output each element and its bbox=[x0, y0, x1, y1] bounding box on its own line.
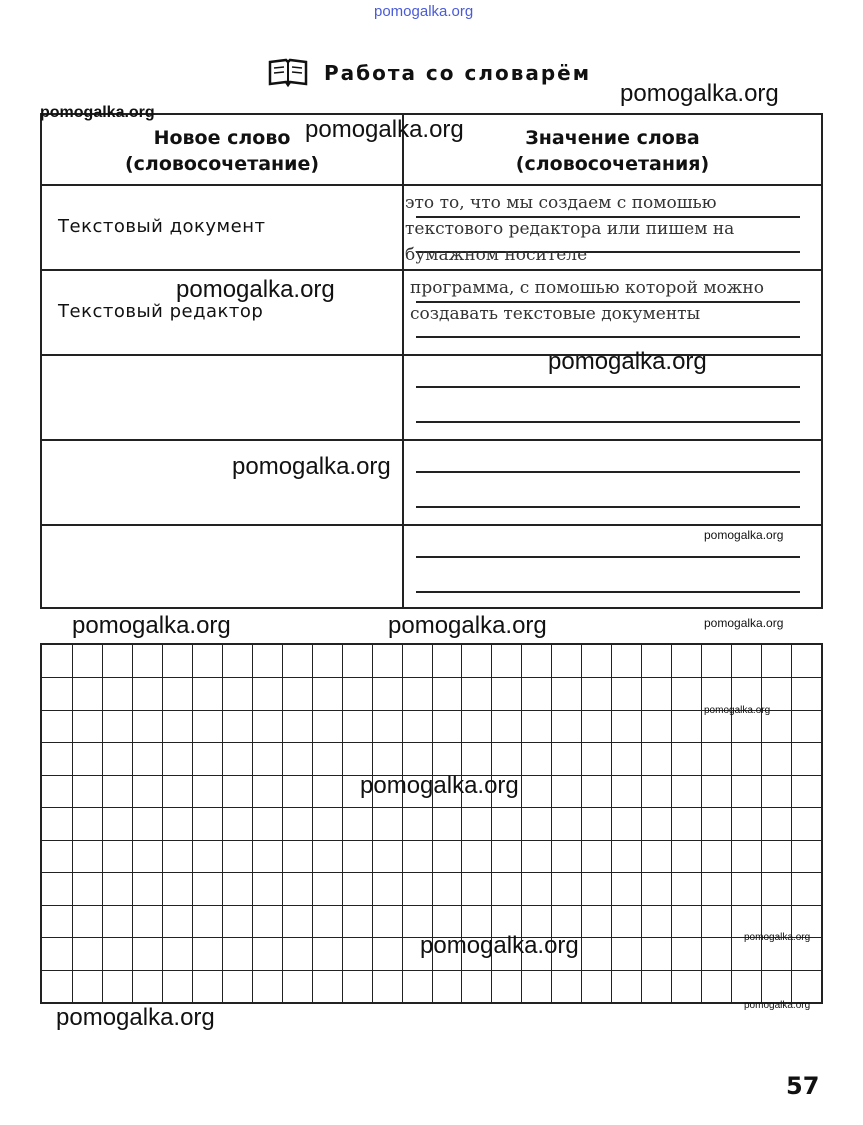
watermark: pomogalka.org bbox=[360, 772, 519, 799]
page-number: 57 bbox=[786, 1072, 820, 1100]
grid-line-horizontal bbox=[42, 742, 821, 743]
row-divider bbox=[42, 524, 821, 526]
header-new-word-line2: (словосочетание) bbox=[124, 153, 320, 175]
grid-line-horizontal bbox=[42, 677, 821, 678]
grid-line-vertical bbox=[72, 645, 73, 1002]
grid-line-vertical bbox=[641, 645, 642, 1002]
grid-line-vertical bbox=[222, 645, 223, 1002]
grid-line-vertical bbox=[731, 645, 732, 1002]
watermark: pomogalka.org bbox=[704, 616, 784, 630]
watermark: pomogalka.org bbox=[548, 348, 707, 375]
top-watermark: pomogalka.org bbox=[374, 3, 474, 20]
header-meaning bbox=[404, 125, 821, 177]
open-book-icon bbox=[268, 58, 308, 88]
section-title bbox=[268, 55, 591, 91]
grid-line-vertical bbox=[372, 645, 373, 1002]
grid-line-vertical bbox=[252, 645, 253, 1002]
writing-line bbox=[416, 506, 800, 508]
grid-line-horizontal bbox=[42, 970, 821, 971]
watermark: pomogalka.org bbox=[620, 80, 779, 107]
watermark: pomogalka.org bbox=[744, 932, 811, 943]
grid-line-vertical bbox=[102, 645, 103, 1002]
row-divider bbox=[42, 269, 821, 271]
grid-line-vertical bbox=[282, 645, 283, 1002]
writing-line bbox=[416, 336, 800, 338]
meaning-line: это то, что мы создаем с помошью bbox=[405, 193, 717, 213]
watermark: pomogalka.org bbox=[388, 612, 547, 639]
grid-line-vertical bbox=[671, 645, 672, 1002]
header-new-word-line1: Новое слово bbox=[153, 127, 291, 149]
term-cell: Текстовый редактор bbox=[58, 301, 264, 322]
grid-line-horizontal bbox=[42, 840, 821, 841]
grid-line-vertical bbox=[581, 645, 582, 1002]
writing-line bbox=[416, 556, 800, 558]
watermark: pomogalka.org bbox=[744, 1000, 811, 1011]
writing-line bbox=[416, 421, 800, 423]
grid-line-vertical bbox=[611, 645, 612, 1002]
watermark: pomogalka.org bbox=[176, 276, 335, 303]
grid-line-vertical bbox=[402, 645, 403, 1002]
watermark: pomogalka.org bbox=[72, 612, 231, 639]
meaning-line: создавать текстовые документы bbox=[410, 304, 701, 324]
writing-line bbox=[416, 471, 800, 473]
meaning-line: программа, с помошью которой можно bbox=[410, 278, 764, 298]
grid-line-vertical bbox=[342, 645, 343, 1002]
row-divider bbox=[42, 439, 821, 441]
watermark: pomogalka.org bbox=[704, 528, 784, 542]
header-meaning-line2: (словосочетания) bbox=[515, 153, 710, 175]
meaning-line: текстового редактора или пишем на bbox=[405, 219, 735, 239]
grid-line-vertical bbox=[791, 645, 792, 1002]
grid-line-vertical bbox=[312, 645, 313, 1002]
grid-line-horizontal bbox=[42, 807, 821, 808]
writing-line bbox=[416, 591, 800, 593]
watermark: pomogalka.org bbox=[704, 705, 771, 716]
row-divider bbox=[42, 184, 821, 186]
watermark: pomogalka.org bbox=[232, 453, 391, 480]
grid-line-vertical bbox=[761, 645, 762, 1002]
meaning-line: бумажном носителе bbox=[405, 245, 588, 265]
grid-line-horizontal bbox=[42, 905, 821, 906]
column-divider bbox=[402, 115, 404, 607]
writing-line bbox=[416, 386, 800, 388]
page-title: Работа со словарём bbox=[324, 61, 592, 85]
grid-line-vertical bbox=[701, 645, 702, 1002]
header-meaning-line1: Значение слова bbox=[525, 127, 700, 149]
watermark: pomogalka.org bbox=[420, 932, 579, 959]
grid-line-horizontal bbox=[42, 872, 821, 873]
grid-line-vertical bbox=[162, 645, 163, 1002]
watermark: pomogalka.org bbox=[56, 1004, 215, 1031]
term-cell: Текстовый документ bbox=[58, 216, 266, 237]
grid-line-vertical bbox=[192, 645, 193, 1002]
watermark: pomogalka.org bbox=[40, 104, 155, 121]
grid-line-vertical bbox=[132, 645, 133, 1002]
watermark: pomogalka.org bbox=[305, 116, 464, 143]
